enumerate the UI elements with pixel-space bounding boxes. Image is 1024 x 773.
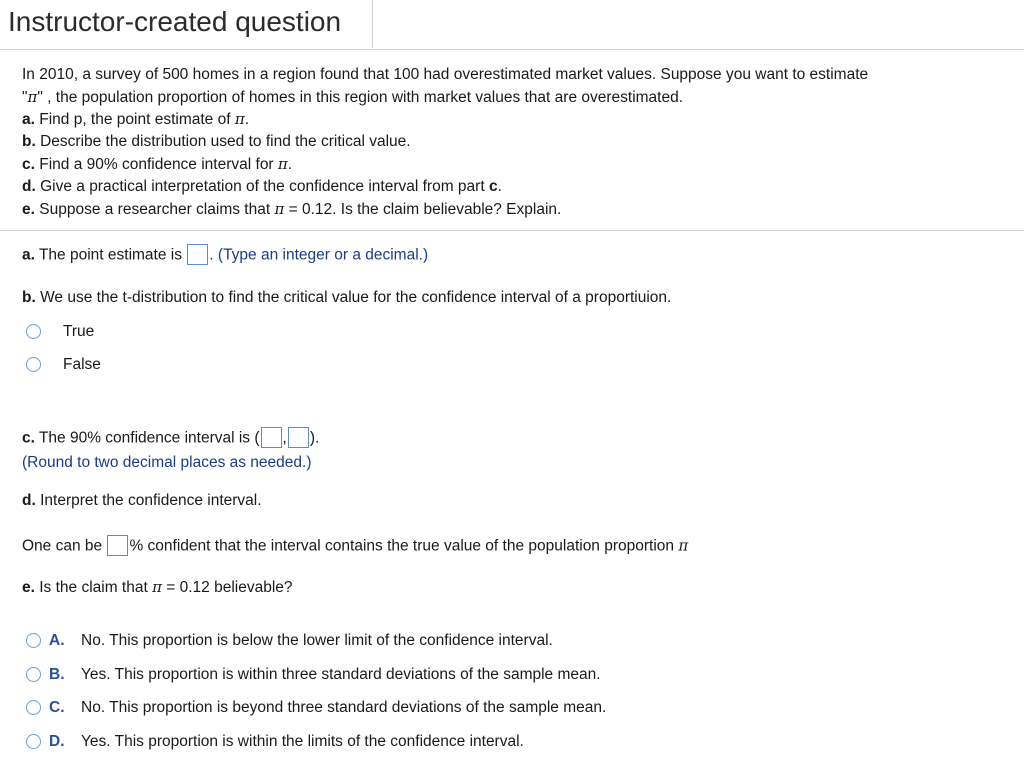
pi-symbol: π [274,200,285,218]
ci-lower-input[interactable] [261,427,282,448]
pi-symbol: π [678,536,689,555]
question-part-c: c. Find a 90% confidence interval for π. [22,155,293,173]
point-estimate-input[interactable] [187,244,208,265]
answer-a-hint: . (Type an integer or a decimal.) [209,246,429,264]
option-b: B. [49,666,65,683]
option-c: C. [49,699,65,716]
option-d: D. [49,733,65,750]
radio-option-d[interactable] [26,734,41,749]
answer-part-d: d. Interpret the confidence interval. [22,492,262,509]
ci-upper-input[interactable] [288,427,309,448]
question-part-e: e. Suppose a researcher claims that π = 0.12. Is the claim believable? Explain. [22,200,562,218]
pi-symbol: π [234,110,245,128]
radio-true[interactable] [26,324,41,339]
question-part-b: b. Describe the distribution used to find the critical value. [22,133,411,150]
radio-option-b[interactable] [26,667,41,682]
pi-symbol: π [27,88,38,106]
page-title: Instructor-created question [8,6,342,37]
header-divider [0,49,1024,50]
question-intro-line2: "π" , the population proportion of homes in this region with market values that are overestimated. [22,88,684,106]
answer-part-e: e. Is the claim that π = 0.12 believable? [22,578,293,596]
option-c-text: No. This proportion is beyond three standard deviations of the sample mean. [81,699,607,716]
option-b-text: Yes. This proportion is within three standard deviations of the sample mean. [81,666,601,683]
answer-part-b: b. We use the t-distribution to find the critical value for the confidence interval of a proportiuion. [22,289,672,306]
question-divider [0,230,1024,231]
answer-d-sentence: One can be % confident that the interval contains the true value of the population proportion π [22,536,689,555]
answer-c-hint: (Round to two decimal places as needed.) [22,454,312,471]
header [0,0,373,48]
option-a: A. [49,632,65,649]
option-true-label: True [63,323,95,340]
answer-part-a: a. The point estimate is . (Type an integer or a decimal.) [22,245,428,266]
radio-option-a[interactable] [26,633,41,648]
radio-option-c[interactable] [26,700,41,715]
question-intro-line1: In 2010, a survey of 500 homes in a region found that 100 had overestimated market values. Suppose you want to estimate [22,66,869,83]
pi-symbol: π [152,578,162,596]
confidence-level-input[interactable] [107,535,128,556]
question-part-a: a. Find p, the point estimate of π. [22,110,249,128]
option-false-label: False [63,356,101,373]
option-d-text: Yes. This proportion is within the limits of the confidence interval. [81,733,524,750]
pi-symbol: π [277,155,288,173]
option-a-text: No. This proportion is below the lower limit of the confidence interval. [81,632,553,649]
question-part-d: d. Give a practical interpretation of the confidence interval from part c. [22,178,502,195]
answer-part-c: c. The 90% confidence interval is ( , ). [22,428,319,449]
radio-false[interactable] [26,357,41,372]
